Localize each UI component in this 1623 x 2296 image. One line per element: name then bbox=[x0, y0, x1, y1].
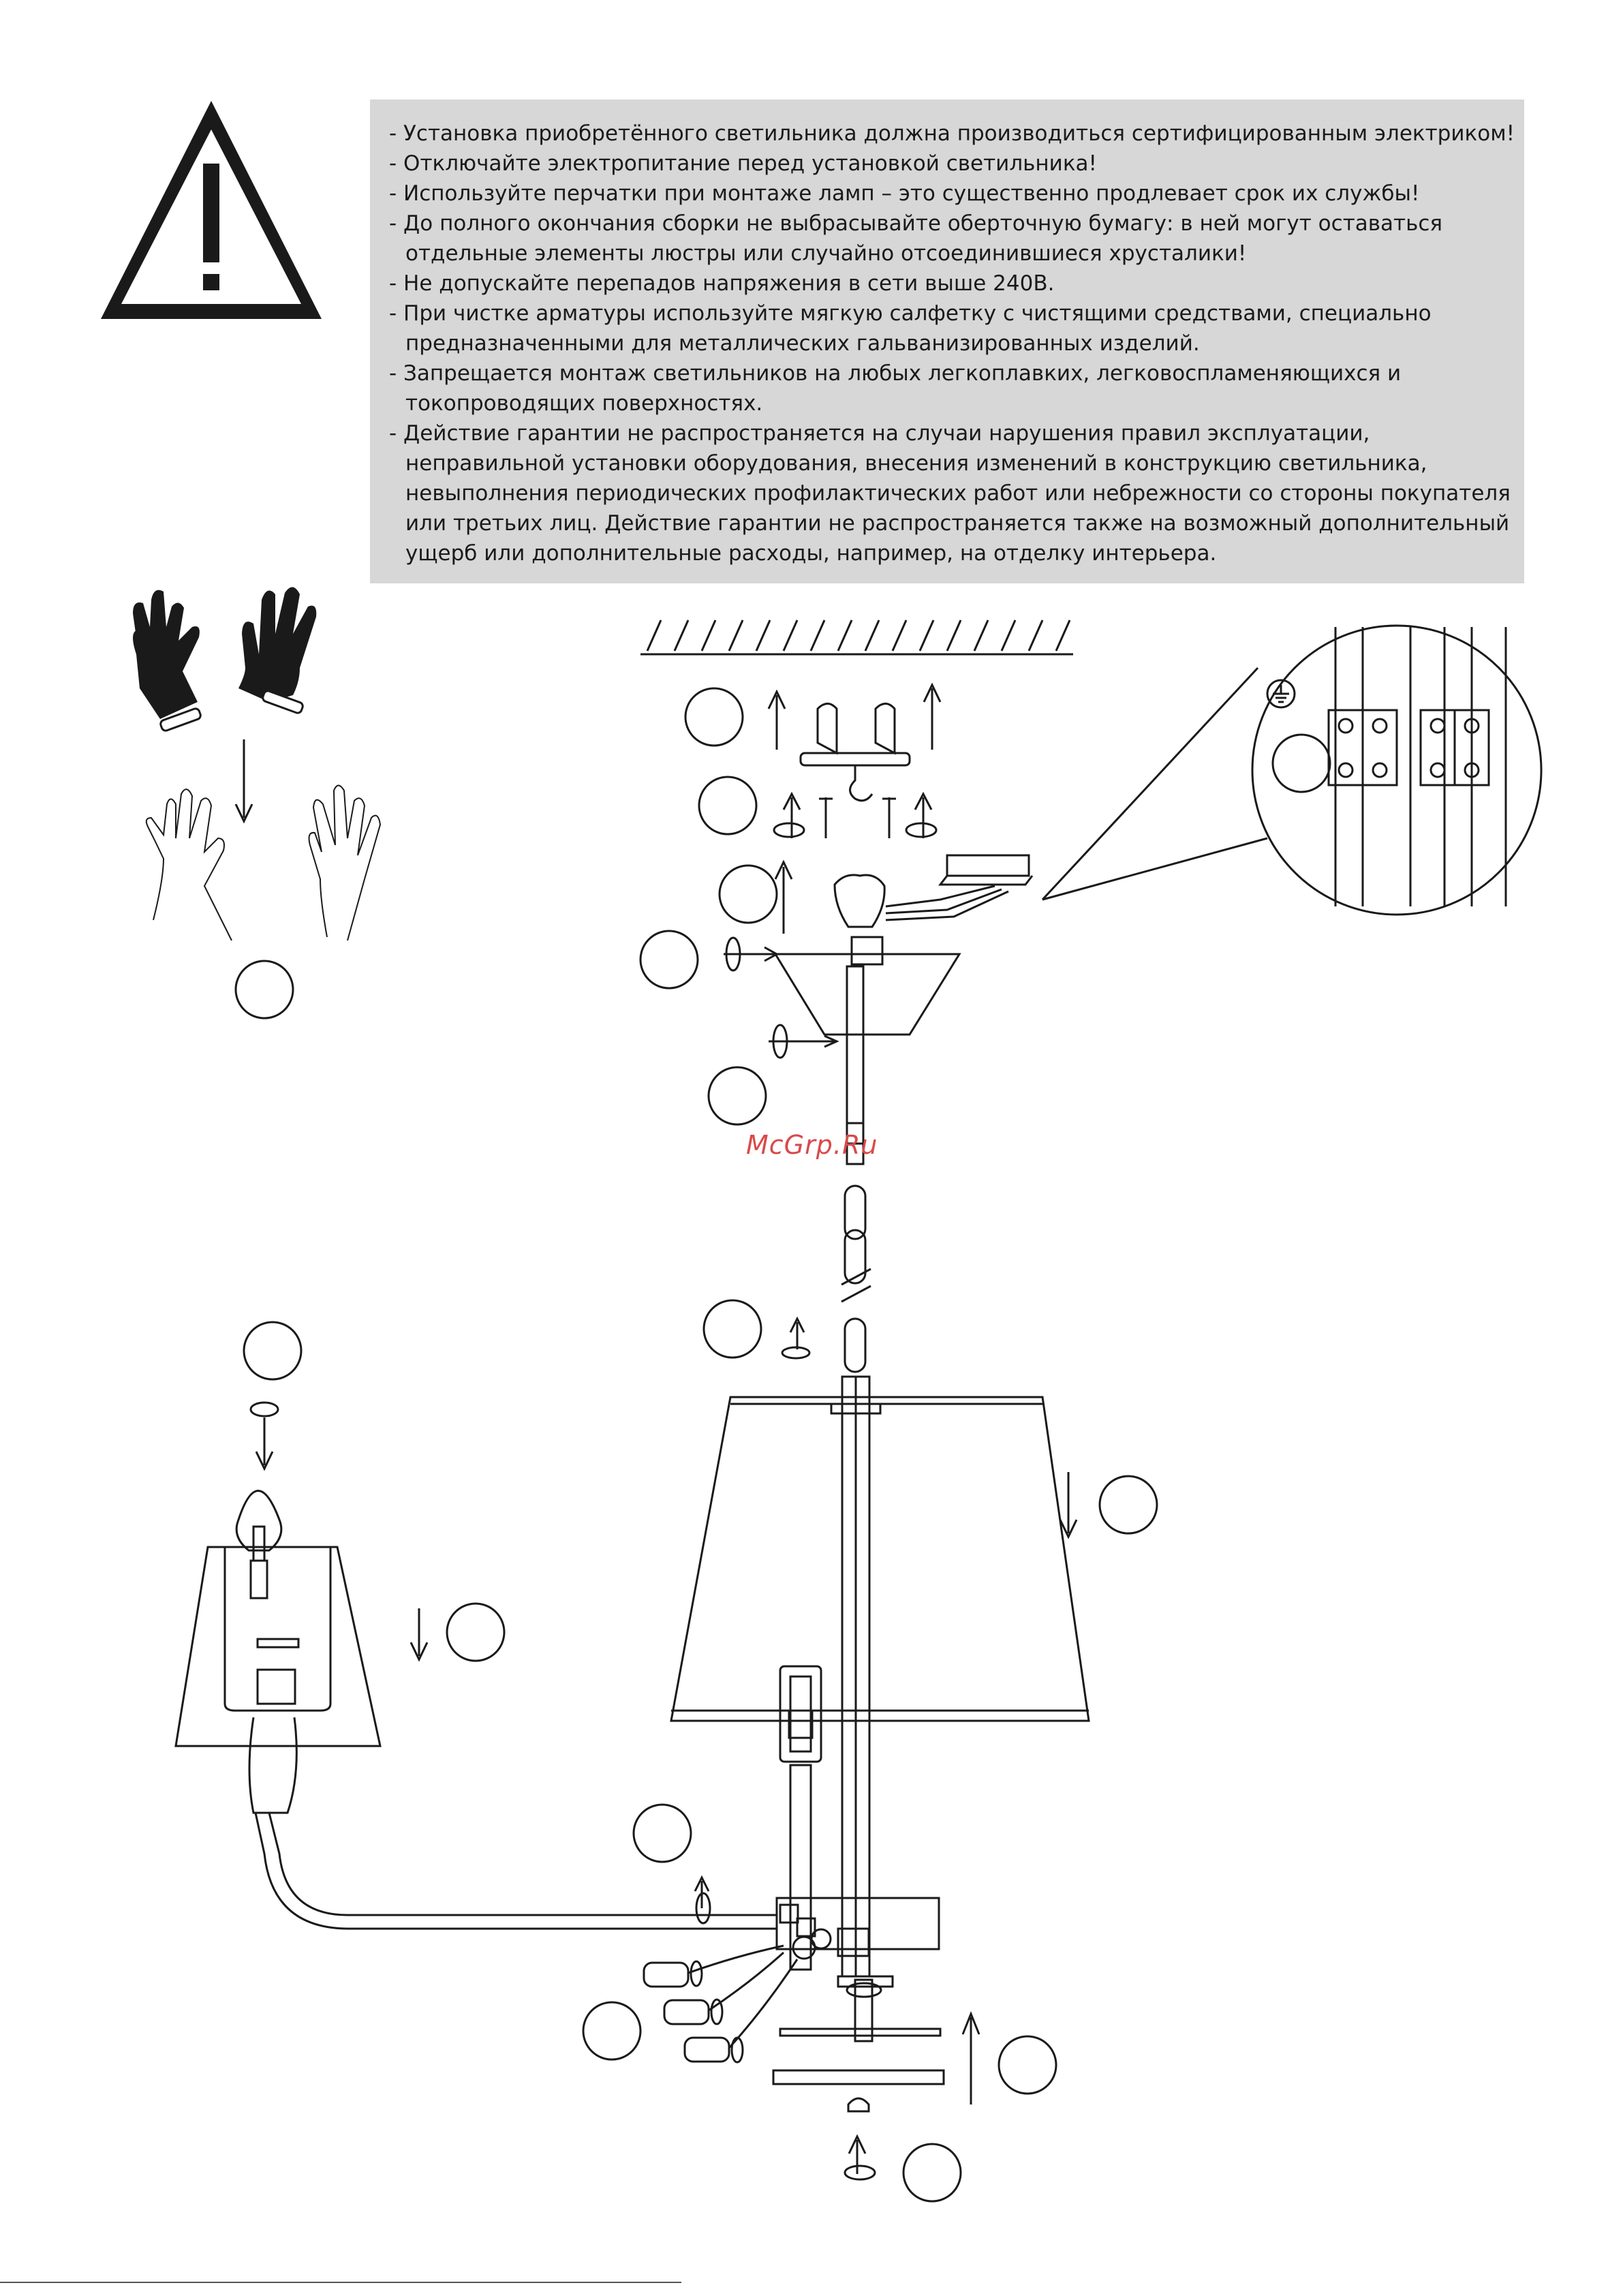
warning-item: - Действие гарантии не распространяется на случаи нарушения правил эксплуатации, неправильной установки оборудования, внесения изменений в конструкцию светильника, невыполнения периодических профилактических работ или небрежности со стороны покупателя или третьих лиц. Действие гарантии не распространяется также на возможный дополнительный ущерб или дополнительные расходы, например, на отделку интерьера. bbox=[389, 421, 1511, 566]
step-circle bbox=[720, 866, 777, 923]
watermark: McGrp.Ru bbox=[746, 1130, 878, 1160]
ceiling-hatch bbox=[640, 620, 1073, 654]
lamp-sockets bbox=[644, 1946, 797, 2062]
step-circle bbox=[244, 1322, 301, 1379]
suspension-chain bbox=[782, 966, 871, 1372]
warning-item: - Используйте перчатки при монтаже ламп – это существенно продлевает срок их службы! bbox=[389, 181, 1420, 206]
terminal-block-detail bbox=[1042, 626, 1541, 915]
ceiling-bracket bbox=[801, 704, 910, 801]
footer-divider bbox=[0, 2282, 681, 2283]
step-circle bbox=[704, 1300, 761, 1358]
step-circle bbox=[903, 2144, 961, 2201]
gloves-icon bbox=[133, 587, 316, 731]
warning-item: - До полного окончания сборки не выбрасывайте оберточную бумагу: в ней могут оставаться отдельные элементы люстры или случайно отсоединившиеся хрусталики! bbox=[389, 211, 1443, 266]
step-circle bbox=[640, 931, 698, 988]
warning-item: - При чистке арматуры используйте мягкую салфетку с чистящими средствами, специально предназначенными для металлических гальванизированных изделий. bbox=[389, 301, 1432, 356]
step-circle bbox=[709, 1067, 766, 1124]
step-circle-gloves bbox=[236, 961, 293, 1018]
step-circle bbox=[1100, 1476, 1157, 1533]
warning-item: - Запрещается монтаж светильников на любых легкоплавких, легковоспламеняющихся и токопроводящих поверхностях. bbox=[389, 361, 1402, 416]
step-circle bbox=[699, 777, 756, 834]
step-circle bbox=[447, 1604, 504, 1661]
ceiling-canopy bbox=[724, 855, 1032, 1058]
candle-holder bbox=[695, 1666, 821, 1970]
warning-item: - Не допускайте перепадов напряжения в сети выше 240В. bbox=[389, 271, 1055, 296]
step-circle bbox=[583, 2002, 640, 2060]
main-lamp-shade bbox=[671, 1377, 1089, 1976]
step-circle bbox=[634, 1805, 691, 1862]
step-circle bbox=[1273, 735, 1330, 792]
warning-item: - Отключайте электропитание перед установкой светильника! bbox=[389, 151, 1097, 176]
step-circle bbox=[999, 2036, 1056, 2094]
lamp-body-hub bbox=[256, 1813, 979, 2179]
arm-lamp-shade bbox=[176, 1403, 427, 1813]
step-circle bbox=[685, 688, 743, 746]
warning-item: - Установка приобретённого светильника должна производиться сертифицированным электриком! bbox=[389, 121, 1515, 146]
bare-hands-icon bbox=[146, 786, 380, 941]
screw-icon bbox=[774, 794, 936, 838]
